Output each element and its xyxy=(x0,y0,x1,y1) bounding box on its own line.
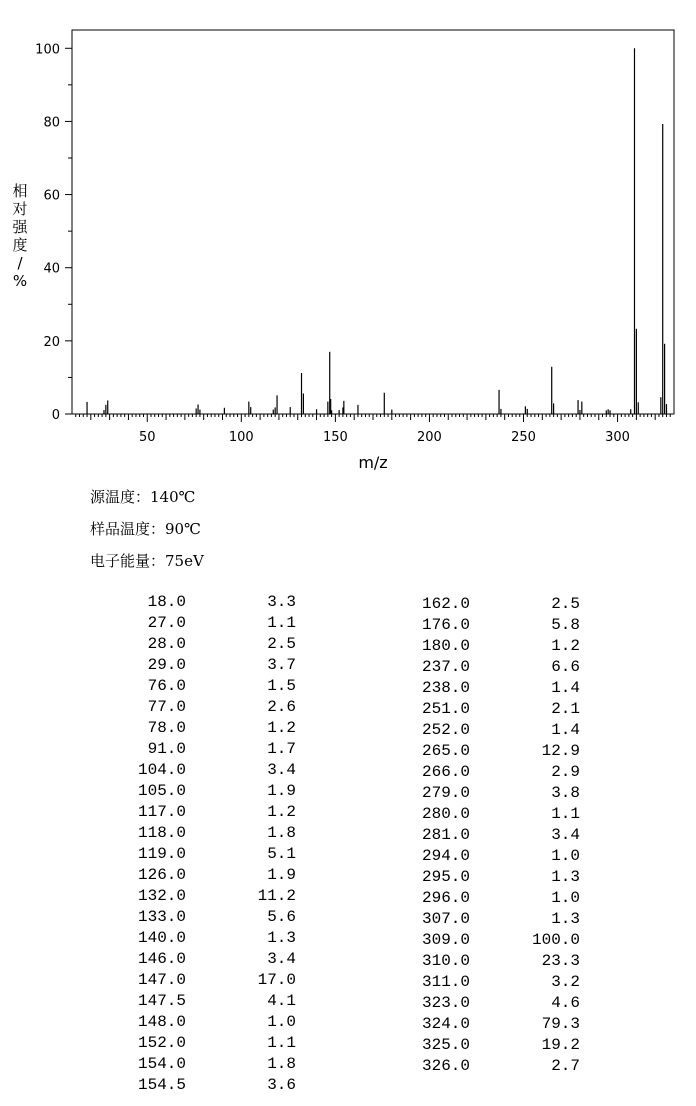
x-tick-label: 100 xyxy=(228,430,254,445)
x-tick-label: 200 xyxy=(417,430,442,445)
mz-value: 180.0 xyxy=(421,637,470,655)
mz-value: 294.0 xyxy=(421,847,470,865)
intensity-value: 1.8 xyxy=(267,824,296,842)
mz-value: 148.0 xyxy=(137,1013,186,1031)
mz-value: 310.0 xyxy=(421,952,470,970)
table-row xyxy=(0,888,696,909)
table-row xyxy=(0,804,696,825)
mz-value: 147.0 xyxy=(137,971,186,989)
mz-value: 133.0 xyxy=(137,908,186,926)
x-tick-label: 250 xyxy=(511,430,536,445)
mz-value: 295.0 xyxy=(421,868,470,886)
y-tick-label: 40 xyxy=(43,261,60,277)
table-row xyxy=(0,846,696,867)
intensity-value: 2.6 xyxy=(267,698,296,716)
mz-value: 27.0 xyxy=(147,614,186,632)
y-tick-label: 80 xyxy=(43,115,60,131)
intensity-value: 3.7 xyxy=(267,656,296,674)
table-row xyxy=(0,657,696,678)
mz-value: 237.0 xyxy=(421,658,470,676)
intensity-value: 1.2 xyxy=(267,719,296,737)
intensity-value: 1.2 xyxy=(551,637,580,655)
y-tick-label: 60 xyxy=(43,188,60,204)
mz-value: 311.0 xyxy=(421,973,470,991)
intensity-value: 1.4 xyxy=(551,721,580,739)
mz-value: 29.0 xyxy=(147,656,186,674)
mz-value: 279.0 xyxy=(421,784,470,802)
mz-value: 91.0 xyxy=(147,740,186,758)
plot-frame xyxy=(72,30,674,414)
intensity-value: 5.6 xyxy=(267,908,296,926)
mass-spectrum-chart xyxy=(0,0,696,480)
intensity-value: 5.8 xyxy=(551,616,580,634)
y-tick-label: 20 xyxy=(43,334,60,350)
table-row xyxy=(0,867,696,888)
intensity-value: 1.3 xyxy=(551,910,580,928)
intensity-value: 1.2 xyxy=(267,803,296,821)
intensity-value: 1.0 xyxy=(267,1013,296,1031)
intensity-value: 3.4 xyxy=(267,761,296,779)
mz-value: 323.0 xyxy=(421,994,470,1012)
mz-value: 154.5 xyxy=(137,1076,186,1094)
mz-value: 252.0 xyxy=(421,721,470,739)
table-row xyxy=(0,909,696,930)
source-temperature: 源温度：140℃ xyxy=(90,488,196,506)
x-axis-label: m/z xyxy=(358,453,388,472)
table-row xyxy=(0,720,696,741)
mz-value: 251.0 xyxy=(421,700,470,718)
intensity-value: 100.0 xyxy=(531,931,580,949)
table-row xyxy=(0,1056,696,1077)
peak-bars xyxy=(87,48,666,414)
intensity-value: 1.1 xyxy=(551,805,580,823)
table-row xyxy=(0,930,696,951)
mz-value: 18.0 xyxy=(147,593,186,611)
sample-temperature: 样品温度：90℃ xyxy=(90,520,201,538)
mz-value: 176.0 xyxy=(421,616,470,634)
table-row xyxy=(0,615,696,636)
mz-value: 309.0 xyxy=(421,931,470,949)
intensity-value: 3.4 xyxy=(267,950,296,968)
mz-value: 154.0 xyxy=(137,1055,186,1073)
table-row xyxy=(0,1035,696,1056)
mz-value: 281.0 xyxy=(421,826,470,844)
x-tick-label: 150 xyxy=(322,430,348,445)
table-row xyxy=(0,972,696,993)
mz-value: 119.0 xyxy=(137,845,186,863)
peak-table-right xyxy=(0,594,696,1084)
mz-value: 76.0 xyxy=(147,677,186,695)
intensity-value: 17.0 xyxy=(257,971,296,989)
intensity-value: 3.3 xyxy=(267,593,296,611)
mz-value: 146.0 xyxy=(137,950,186,968)
table-row xyxy=(0,699,696,720)
x-tick-label: 300 xyxy=(605,430,630,445)
intensity-value: 1.0 xyxy=(551,847,580,865)
intensity-value: 1.4 xyxy=(551,679,580,697)
table-row xyxy=(0,783,696,804)
intensity-value: 1.3 xyxy=(267,929,296,947)
table-row xyxy=(0,741,696,762)
x-tick-label: 50 xyxy=(138,430,156,445)
mz-value: 147.5 xyxy=(137,992,186,1010)
mz-value: 78.0 xyxy=(147,719,186,737)
table-row xyxy=(0,636,696,657)
table-row xyxy=(0,951,696,972)
y-tick-label: 100 xyxy=(35,42,60,58)
intensity-value: 19.2 xyxy=(541,1036,580,1054)
mz-value: 105.0 xyxy=(137,782,186,800)
mz-value: 117.0 xyxy=(137,803,186,821)
mz-value: 152.0 xyxy=(137,1034,186,1052)
intensity-value: 23.3 xyxy=(541,952,580,970)
intensity-value: 2.5 xyxy=(551,595,580,613)
table-row xyxy=(0,594,696,615)
mz-value: 77.0 xyxy=(147,698,186,716)
intensity-value: 4.6 xyxy=(551,994,580,1012)
intensity-value: 11.2 xyxy=(257,887,296,905)
intensity-value: 1.9 xyxy=(267,866,296,884)
intensity-value: 5.1 xyxy=(267,845,296,863)
intensity-value: 3.2 xyxy=(551,973,580,991)
mz-value: 266.0 xyxy=(421,763,470,781)
table-row xyxy=(0,825,696,846)
mz-value: 162.0 xyxy=(421,595,470,613)
table-row xyxy=(0,1014,696,1035)
intensity-value: 2.7 xyxy=(551,1057,580,1075)
intensity-value: 79.3 xyxy=(541,1015,580,1033)
intensity-value: 1.0 xyxy=(551,889,580,907)
y-axis-label: 相对强度/ % xyxy=(12,182,28,290)
table-row xyxy=(0,993,696,1014)
mz-value: 28.0 xyxy=(147,635,186,653)
mz-value: 104.0 xyxy=(137,761,186,779)
mz-value: 280.0 xyxy=(421,805,470,823)
electron-energy: 电子能量：75eV xyxy=(90,552,204,570)
intensity-value: 3.6 xyxy=(267,1076,296,1094)
mz-value: 132.0 xyxy=(137,887,186,905)
intensity-value: 2.5 xyxy=(267,635,296,653)
intensity-value: 1.5 xyxy=(267,677,296,695)
mz-value: 238.0 xyxy=(421,679,470,697)
intensity-value: 12.9 xyxy=(541,742,580,760)
table-row xyxy=(0,678,696,699)
mz-value: 126.0 xyxy=(137,866,186,884)
mz-value: 265.0 xyxy=(421,742,470,760)
mz-value: 325.0 xyxy=(421,1036,470,1054)
intensity-value: 1.3 xyxy=(551,868,580,886)
intensity-value: 6.6 xyxy=(551,658,580,676)
intensity-value: 1.7 xyxy=(267,740,296,758)
mz-value: 324.0 xyxy=(421,1015,470,1033)
mz-value: 307.0 xyxy=(421,910,470,928)
intensity-value: 1.9 xyxy=(267,782,296,800)
intensity-value: 2.9 xyxy=(551,763,580,781)
mz-value: 296.0 xyxy=(421,889,470,907)
intensity-value: 4.1 xyxy=(267,992,296,1010)
y-tick-label: 0 xyxy=(51,408,60,423)
intensity-value: 1.1 xyxy=(267,614,296,632)
mz-value: 118.0 xyxy=(137,824,186,842)
intensity-value: 2.1 xyxy=(551,700,580,718)
table-row xyxy=(0,762,696,783)
intensity-value: 1.1 xyxy=(267,1034,296,1052)
intensity-value: 3.8 xyxy=(551,784,580,802)
y-axis-ticks xyxy=(35,42,72,423)
x-axis-ticks xyxy=(76,414,670,445)
mz-value: 140.0 xyxy=(137,929,186,947)
mz-value: 326.0 xyxy=(421,1057,470,1075)
intensity-value: 3.4 xyxy=(551,826,580,844)
intensity-value: 1.8 xyxy=(267,1055,296,1073)
